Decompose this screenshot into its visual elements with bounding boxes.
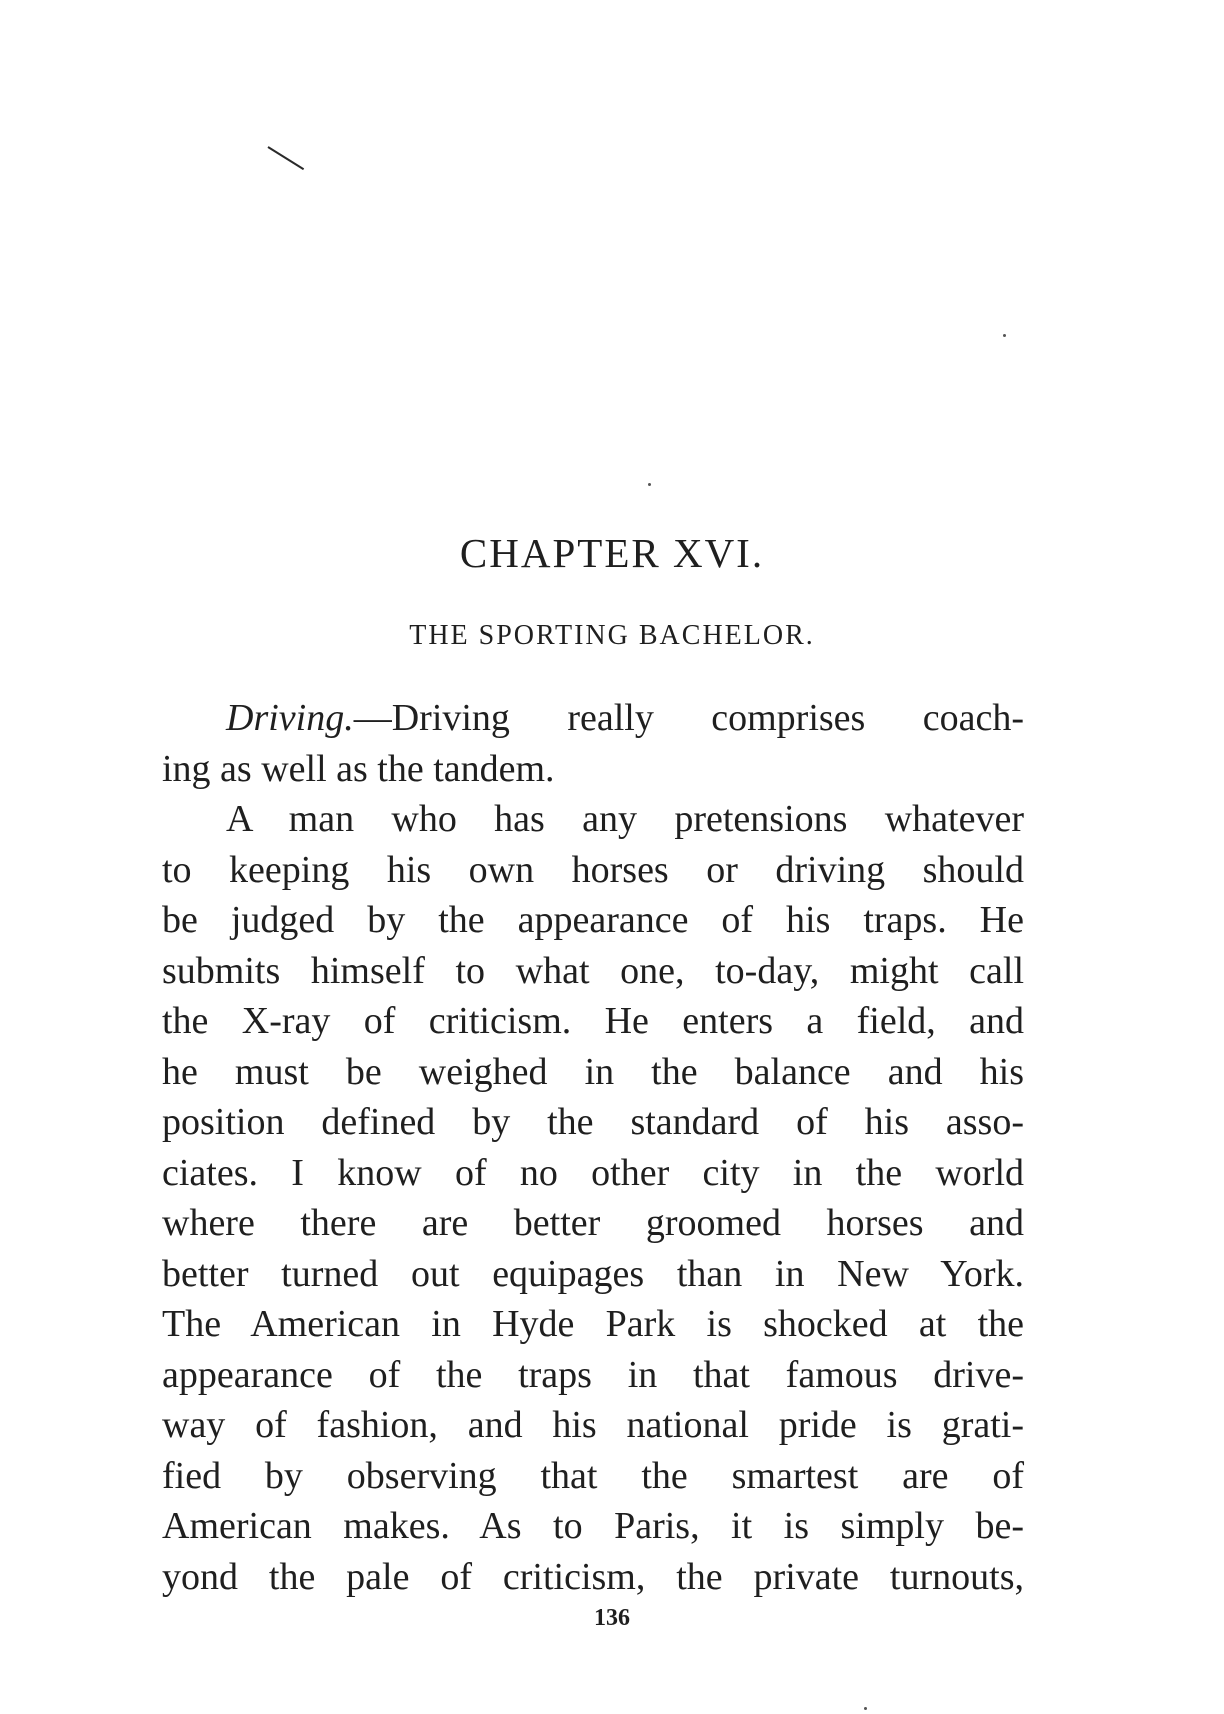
paragraph-line: fied by observing that the smartest are of	[162, 1454, 1024, 1497]
paragraph-line: ciates. I know of no other city in the world	[162, 1151, 1024, 1194]
paragraph-line: ing as well as the tandem.	[162, 747, 555, 790]
body-text	[162, 693, 1024, 1602]
paragraph-line: he must be weighed in the balance and his	[162, 1050, 1024, 1093]
paragraph-line: yond the pale of criticism, the private turnouts,	[162, 1555, 1024, 1598]
speck	[648, 483, 651, 486]
paragraph-line: the X-ray of criticism. He enters a field, and	[162, 1000, 1024, 1042]
paragraph-line: better turned out equipages than in New York.	[162, 1252, 1024, 1295]
paragraph-line	[162, 693, 1024, 744]
paragraph-line: submits himself to what one, to-day, might call	[162, 949, 1024, 992]
speck	[1003, 334, 1006, 337]
chapter-subtitle: THE SPORTING BACHELOR.	[409, 620, 815, 651]
paragraph-line: appearance of the traps in that famous drive-	[162, 1353, 1024, 1396]
paragraph-line: where there are better groomed horses and	[162, 1202, 1024, 1244]
paragraph-line: American makes. As to Paris, it is simply be-	[162, 1505, 1024, 1547]
heading-word: Driving.	[226, 697, 354, 739]
stray-mark	[267, 146, 304, 170]
paragraph-line: position defined by the standard of his asso-	[162, 1101, 1024, 1143]
paragraph-line: way of fashion, and his national pride is grati-	[162, 1404, 1024, 1446]
paragraph-line: A man who has any pretensions whatever	[226, 798, 1024, 840]
page-number: 136	[594, 1605, 630, 1631]
paragraph-line: The American in Hyde Park is shocked at the	[162, 1303, 1024, 1345]
paragraph-line: to keeping his own horses or driving should	[162, 848, 1024, 891]
line-text: —Driving really comprises coach-	[353, 697, 1024, 739]
paragraph-line: be judged by the appearance of his traps. He	[162, 899, 1024, 941]
chapter-title: CHAPTER XVI.	[459, 530, 765, 576]
speck	[864, 1707, 867, 1710]
